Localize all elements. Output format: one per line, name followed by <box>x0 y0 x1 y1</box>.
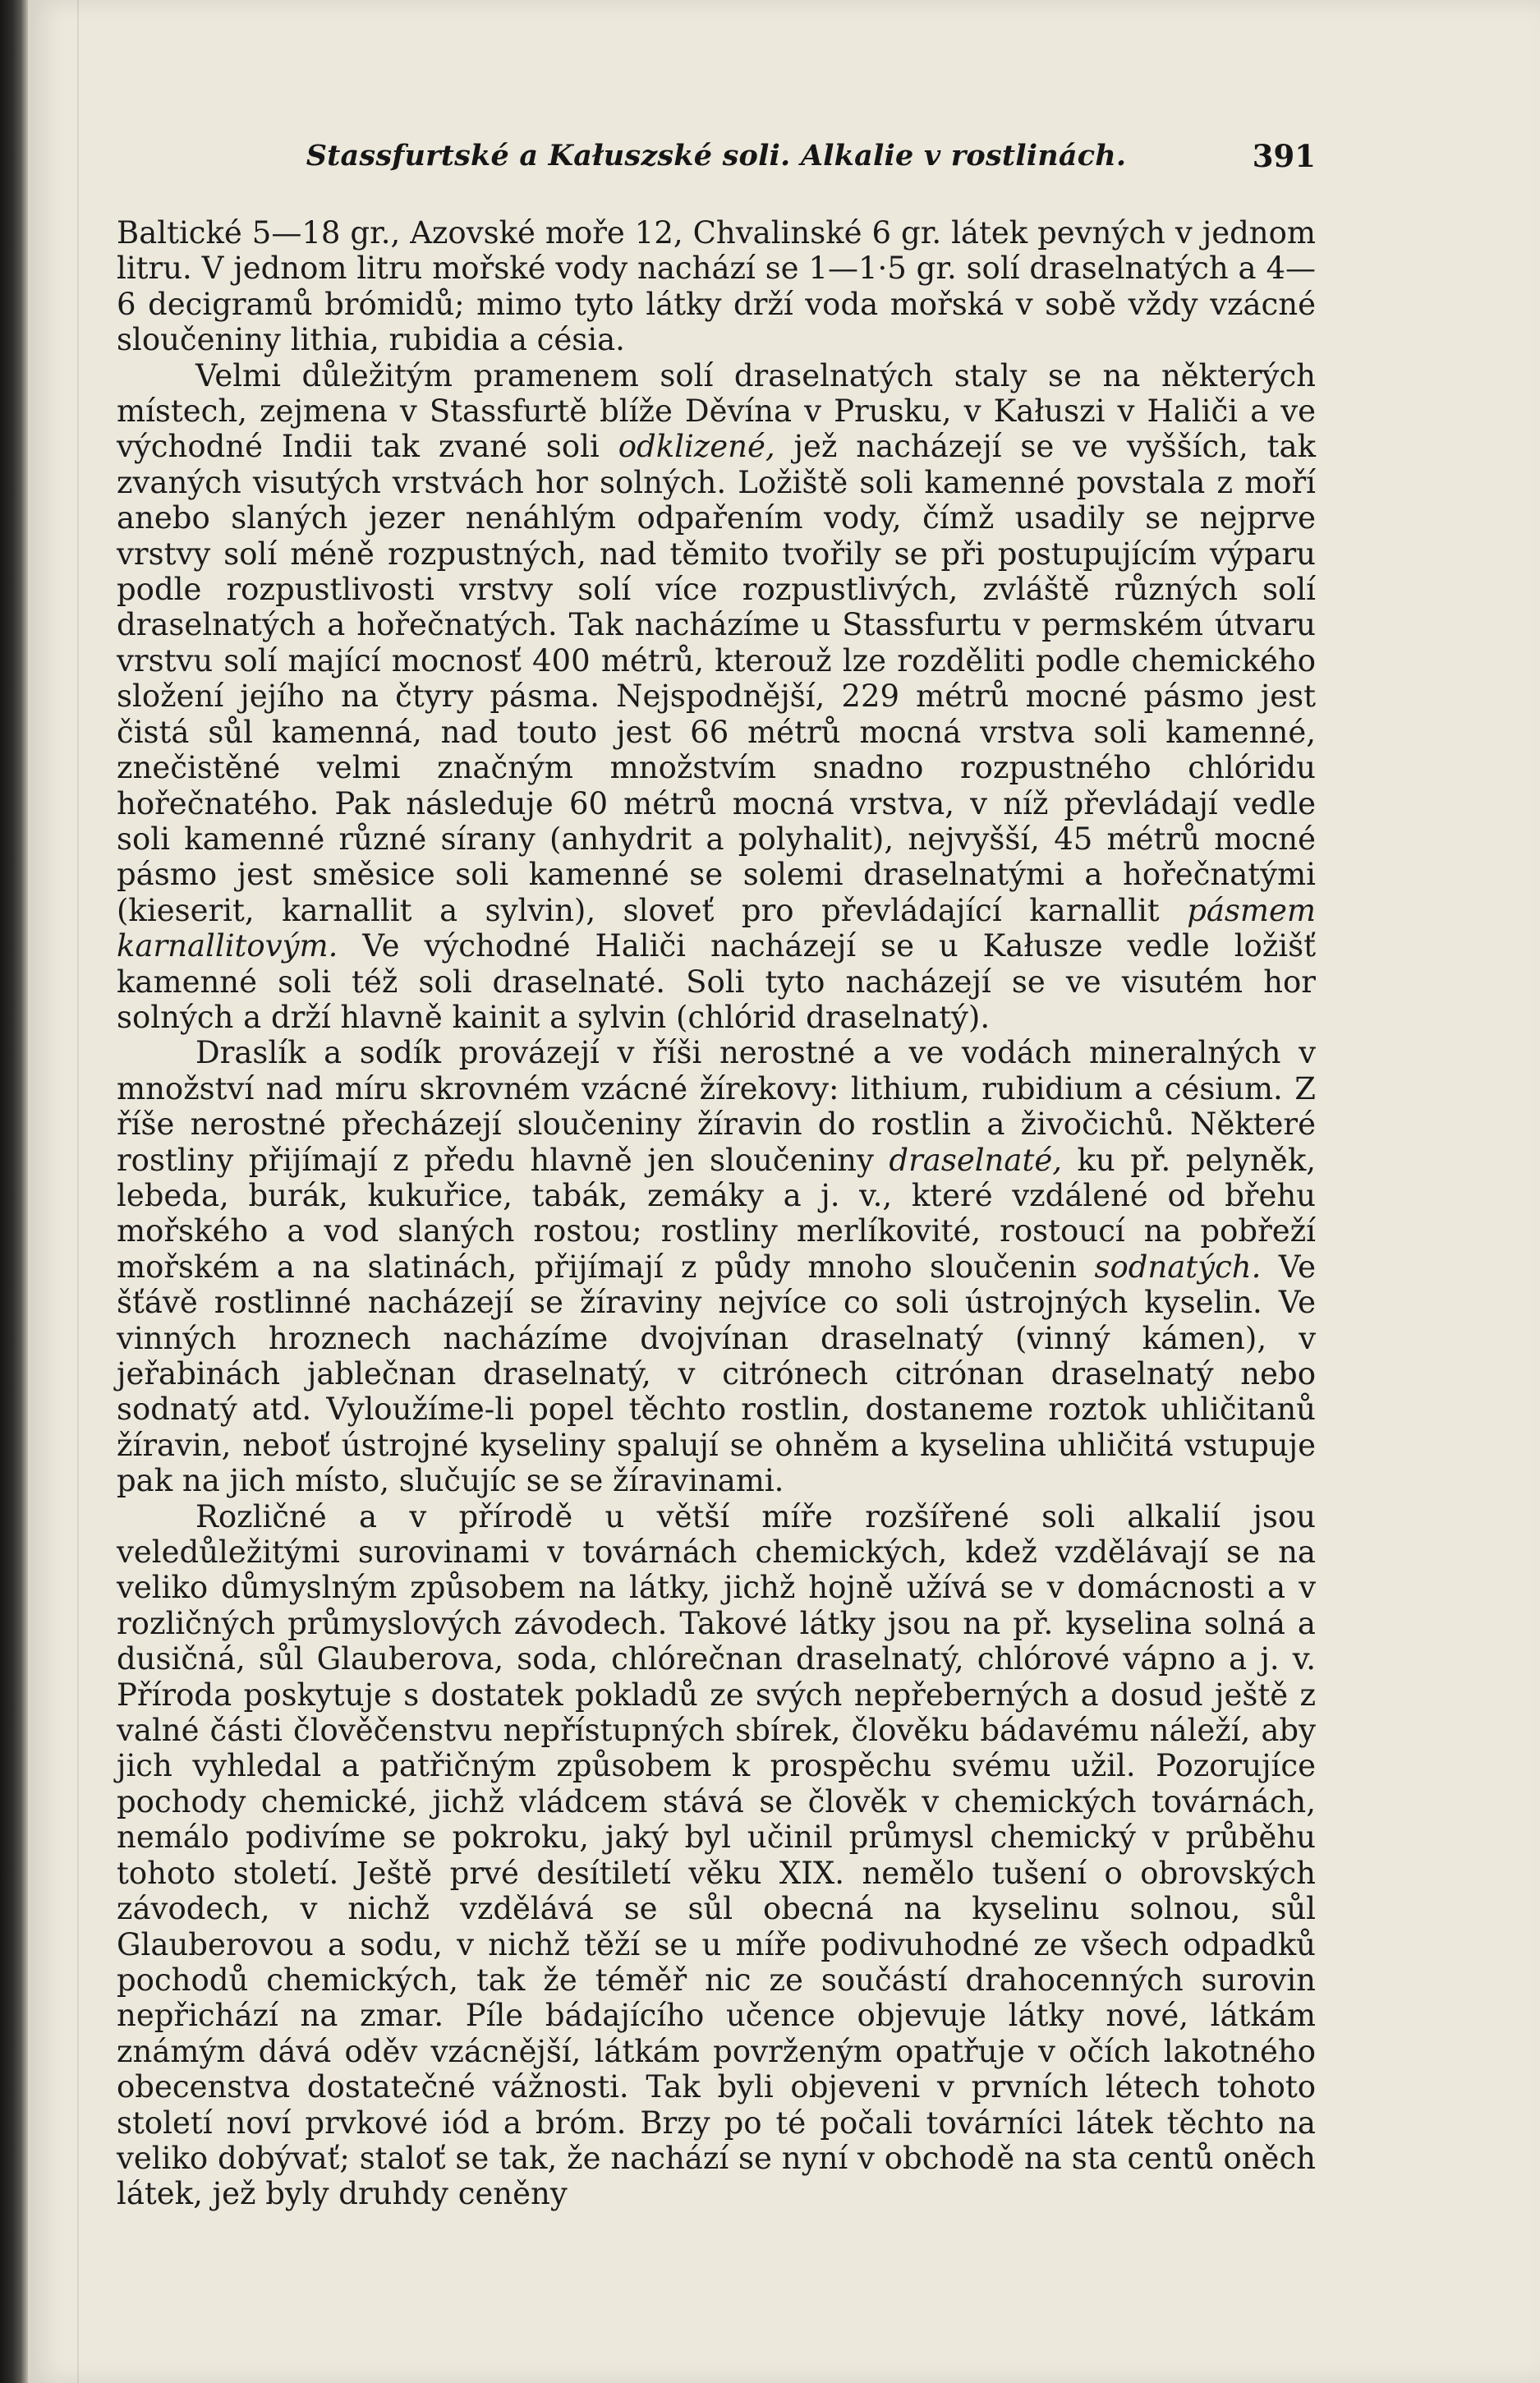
page-body <box>117 215 1316 2212</box>
paragraph-4-text: Rozličné a v přírodě u větší míře rozšířené soli alkalií jsou veledůležitými surovinami v továrnách chemických, kdež vzdělávají se na veliko důmyslným způsobem na látky, jichž hojně užívá se v domácnosti a v rozličných průmyslových závodech. Takové látky jsou na př. kyselina solná a dusičná, sůl Glauberova, soda, chlórečnan draselnatý, chlórové vápno a j. v. Příroda poskytuje s dostatek pokladů ze svých nepřeberných a dosud ještě z valné části člověčenstvu nepřístupných sbírek, člověku bádavému náleží, aby jich vyhledal a patřičným způsobem k prospěchu svému užil. Pozorujíce pochody chemické, jichž vládcem stává se člověk v chemických továrnách, nemálo podivíme se pokroku, jaký byl učinil průmysl chemický v průběhu tohoto století. Ještě prvé desítiletí věku XIX. nemělo tušení o obrovských závodech, v nichž vzdělává se sůl obecná na kyselinu solnou, sůl Glauberovou a sodu, v nichž těží se u míře podivuhodné ze všech odpadků pochodů chemických, tak že téměř nic ze součástí drahocenných surovin nepřichází na zmar. Píle bádajícího učence objevuje látky nové, látkám známým dává oděv vzácnější, látkám povrženým opatřuje v očích lakotného obecenstva dostatečné vážnosti. Tak byli objeveni v prvních létech tohoto století noví prvkové iód a bróm. Brzy po té počali továrníci látek těchto na veliko dobývať; staloť se tak, že nachází se nyní v obchodě na sta centů oněch látek, jež byly druhdy ceněny <box>117 1498 1316 2212</box>
term-odklizene: odklizené, <box>618 429 775 465</box>
page-fold-shadow <box>77 0 79 2383</box>
paragraph-4 <box>117 1499 1316 2212</box>
page-header <box>117 136 1316 177</box>
page-number: 391 <box>1252 138 1316 174</box>
term-sodnatych: sodnatých. <box>1094 1249 1262 1285</box>
paragraph-3-text-start: Draslík a sodík provázejí v říši nerostné a ve vodách mineralných v množství nad míru skrovném vzácné žírekovy: lithium, rubidium a césium. Z říše nerostné přecházejí sloučeniny žíravin do rostlin a živočichů. Některé rostliny přijímají z předu hlavně jen sloučeniny <box>117 1035 1316 1178</box>
paragraph-1-text: Baltické 5—18 gr., Azovské moře 12, Chvalinské 6 gr. látek pevných v jednom litru. V jednom litru mořské vody nachází se 1—1·5 gr. solí draselnatých a 4—6 decigramů brómidů; mimo tyto látky drží voda mořská v sobě vždy vzácné sloučeniny lithia, rubidia a césia. <box>117 215 1316 358</box>
paragraph-3-text-middle: ku př. pelyněk, lebeda, burák, kukuřice, tabák, zemáky a j. v., které vzdálené od břehu mořského a vod slaných rostou; rostliny merlíkovité, rostoucí na pobřeží mořském a na slatinách, přijímají z půdy mnoho sloučenin <box>117 1142 1317 1285</box>
paragraph-3 <box>117 1035 1316 1498</box>
term-pasmem-karnallitovym: pásmem karnallitovým. <box>117 892 1316 964</box>
term-draselnate: draselnaté, <box>889 1142 1062 1178</box>
paragraph-2 <box>117 358 1316 1036</box>
paragraph-3-text-end: Ve šťávě rostlinné nacházejí se žíraviny nejvíce co soli ústrojných kyselin. Ve vinných hroznech nacházíme dvojvínan draselnatý (vinný kámen), v jeřabinách jablečnan draselnatý, v citrónech citrónan draselnatý nebo sodnatý atd. Vyloužíme-li popel těchto rostlin, dostaneme roztok uhličitanů žíravin, neboť ústrojné kyseliny spalují se ohněm a kyselina uhličitá vstupuje pak na jich místo, slučujíc se se žíravinami. <box>117 1249 1316 1499</box>
paragraph-2-text-end: Ve východné Haliči nacházejí se u Kałusze vedle ložišť kamenné soli též soli draselnaté. Soli tyto nacházejí se ve visutém hor solných a drží hlavně kainit a sylvin (chlórid draselnatý). <box>117 928 1316 1035</box>
paragraph-2-text-middle: jež nacházejí se ve vyšších, tak zvaných visutých vrstvách hor solných. Ložiště soli kamenné povstala z moří anebo slaných jezer nenáhlým odpařením vody, čímž usadily se nejprve vrstvy solí méně rozpustných, nad těmito tvořily se při postupujícím výparu podle rozpustlivosti vrstvy solí více rozpustlivých, zvláště různých solí draselnatých a hořečnatých. Tak nacházíme u Stassfurtu v permském útvaru vrstvu solí mající mocnosť 400 métrů, kterouž lze rozděliti podle chemického složení jejího na čtyry pásma. Nejspodnější, 229 métrů mocné pásmo jest čistá sůl kamenná, nad touto jest 66 métrů mocná vrstva soli kamenné, znečistěné velmi značným množstvím snadno rozpustného chlóridu hořečnatého. Pak následuje 60 métrů mocná vrstva, v níž převládají vedle soli kamenné různé sírany (anhydrit a polyhalit), nejvyšší, 45 métrů mocné pásmo jest směsice soli kamenné se solemi draselnatými a hořečnatými (kieserit, karnallit a sylvin), sloveť pro převládající karnallit <box>117 429 1316 928</box>
paragraph-1 <box>117 215 1316 358</box>
paragraph-2-text-start: Velmi důležitým pramenem solí draselnatých staly se na některých místech, zejmena v Stassfurtě blíže Děvína v Prusku, v Kałuszi v Haliči a ve východné Indii tak zvané soli <box>117 357 1316 465</box>
running-title: Stassfurtské a Kałuszské soli. Alkalie v rostlinách. <box>306 139 1127 173</box>
book-spine <box>0 0 28 2383</box>
